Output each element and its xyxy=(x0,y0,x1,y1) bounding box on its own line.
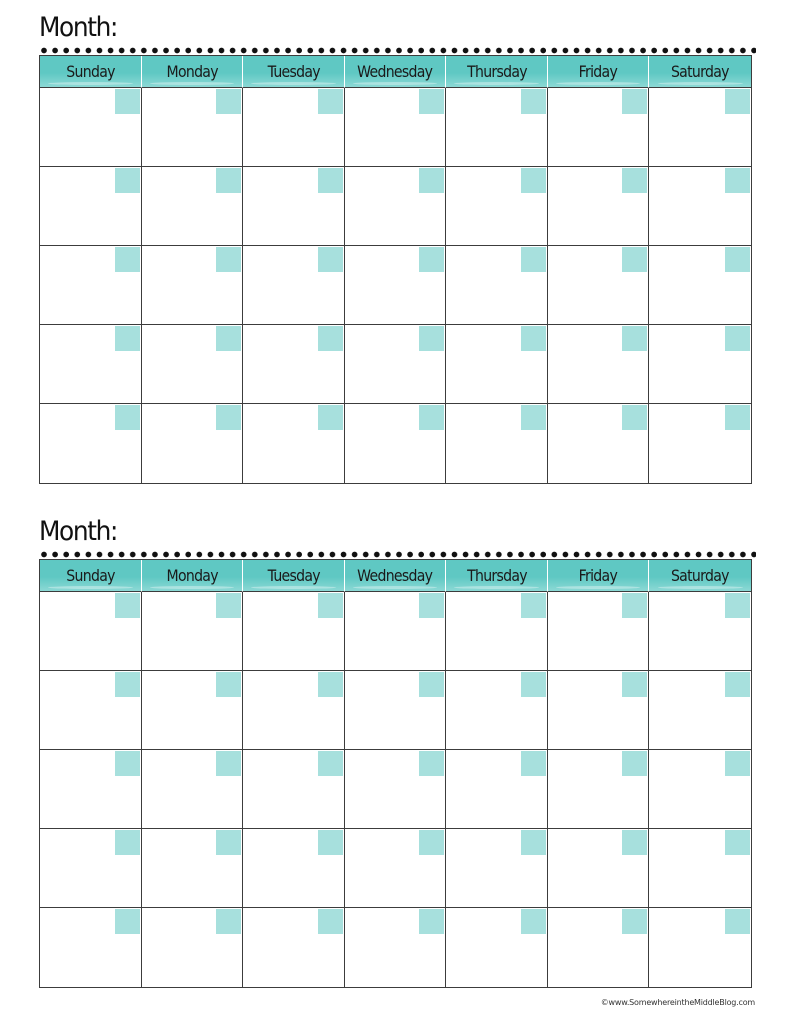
weekday-label: Wednesday xyxy=(357,62,433,81)
date-number-box[interactable] xyxy=(419,672,444,697)
date-number-box[interactable] xyxy=(725,247,750,272)
day-cell[interactable] xyxy=(142,750,244,829)
date-number-box[interactable] xyxy=(521,247,546,272)
date-number-box[interactable] xyxy=(419,830,444,855)
day-cell[interactable] xyxy=(548,167,650,246)
date-number-box[interactable] xyxy=(725,89,750,114)
weekday-header-thursday xyxy=(446,560,548,592)
day-cell[interactable] xyxy=(548,246,650,325)
date-number-box[interactable] xyxy=(115,751,140,776)
date-number-box[interactable] xyxy=(216,830,241,855)
date-number-box[interactable] xyxy=(115,909,140,934)
day-cell[interactable] xyxy=(548,325,650,404)
day-cell[interactable] xyxy=(345,829,447,908)
day-cell[interactable] xyxy=(142,671,244,750)
day-cell[interactable] xyxy=(649,829,751,908)
day-cell[interactable] xyxy=(40,592,142,671)
date-number-box[interactable] xyxy=(318,593,343,618)
date-number-box[interactable] xyxy=(521,168,546,193)
date-number-box[interactable] xyxy=(318,326,343,351)
weekday-label: Saturday xyxy=(671,566,730,585)
day-cell[interactable] xyxy=(142,325,244,404)
day-cell[interactable] xyxy=(243,750,345,829)
day-cell[interactable] xyxy=(243,829,345,908)
day-cell[interactable] xyxy=(345,246,447,325)
day-cell[interactable] xyxy=(345,750,447,829)
weekday-label: Thursday xyxy=(466,566,527,585)
weekday-header-wednesday xyxy=(345,560,447,592)
date-number-box[interactable] xyxy=(622,247,647,272)
day-cell[interactable] xyxy=(446,829,548,908)
date-number-box[interactable] xyxy=(521,326,546,351)
date-number-box[interactable] xyxy=(216,909,241,934)
weekday-header-tuesday xyxy=(243,560,345,592)
day-cell[interactable] xyxy=(548,404,650,483)
date-number-box[interactable] xyxy=(216,168,241,193)
weekday-label: Tuesday xyxy=(267,566,320,585)
day-cell[interactable] xyxy=(649,671,751,750)
day-cell[interactable] xyxy=(142,167,244,246)
weekday-header-sunday xyxy=(40,560,142,592)
date-number-box[interactable] xyxy=(622,326,647,351)
day-cell[interactable] xyxy=(345,404,447,483)
date-number-box[interactable] xyxy=(521,672,546,697)
day-cell[interactable] xyxy=(446,671,548,750)
date-number-box[interactable] xyxy=(521,909,546,934)
date-number-box[interactable] xyxy=(725,751,750,776)
weekday-label: Wednesday xyxy=(357,566,433,585)
date-number-box[interactable] xyxy=(622,751,647,776)
day-cell[interactable] xyxy=(142,88,244,167)
day-cell[interactable] xyxy=(40,246,142,325)
calendar-grid xyxy=(39,559,752,988)
day-cell[interactable] xyxy=(345,908,447,987)
date-number-box[interactable] xyxy=(725,168,750,193)
month-row xyxy=(39,516,752,559)
date-number-box[interactable] xyxy=(419,593,444,618)
day-cell[interactable] xyxy=(345,325,447,404)
day-cell[interactable] xyxy=(548,750,650,829)
day-cell[interactable] xyxy=(446,246,548,325)
calendar-top xyxy=(39,12,752,484)
weekday-header-thursday xyxy=(446,56,548,88)
date-number-box[interactable] xyxy=(115,168,140,193)
date-number-box[interactable] xyxy=(318,89,343,114)
date-number-box[interactable] xyxy=(318,405,343,430)
weekday-header-sunday xyxy=(40,56,142,88)
weekday-label: Monday xyxy=(166,566,218,585)
month-write-line[interactable] xyxy=(41,551,756,558)
day-cell[interactable] xyxy=(345,592,447,671)
date-number-box[interactable] xyxy=(419,751,444,776)
date-number-box[interactable] xyxy=(115,830,140,855)
date-number-box[interactable] xyxy=(419,909,444,934)
weekday-label: Thursday xyxy=(466,62,527,81)
date-number-box[interactable] xyxy=(318,830,343,855)
day-cell[interactable] xyxy=(446,404,548,483)
day-cell[interactable] xyxy=(649,592,751,671)
weekday-label: Sunday xyxy=(66,566,115,585)
footer-credit: ©www.SomewhereintheMiddleBlog.com xyxy=(600,998,755,1007)
date-number-box[interactable] xyxy=(521,751,546,776)
date-number-box[interactable] xyxy=(622,168,647,193)
date-number-box[interactable] xyxy=(419,326,444,351)
day-cell[interactable] xyxy=(446,750,548,829)
weekday-header-friday xyxy=(548,560,650,592)
date-number-box[interactable] xyxy=(115,672,140,697)
day-cell[interactable] xyxy=(446,167,548,246)
date-number-box[interactable] xyxy=(725,405,750,430)
date-number-box[interactable] xyxy=(115,405,140,430)
day-cell[interactable] xyxy=(649,908,751,987)
date-number-box[interactable] xyxy=(622,672,647,697)
day-cell[interactable] xyxy=(649,88,751,167)
day-cell[interactable] xyxy=(548,671,650,750)
day-cell[interactable] xyxy=(243,671,345,750)
day-cell[interactable] xyxy=(446,908,548,987)
day-cell[interactable] xyxy=(649,246,751,325)
day-cell[interactable] xyxy=(142,246,244,325)
weekday-header-wednesday xyxy=(345,56,447,88)
month-label: Month: xyxy=(39,12,117,43)
weekday-label: Friday xyxy=(578,62,618,81)
date-number-box[interactable] xyxy=(521,89,546,114)
date-number-box[interactable] xyxy=(622,830,647,855)
day-cell[interactable] xyxy=(548,829,650,908)
day-cell[interactable] xyxy=(40,750,142,829)
date-number-box[interactable] xyxy=(216,751,241,776)
month-write-line[interactable] xyxy=(41,47,756,54)
date-number-box[interactable] xyxy=(521,830,546,855)
day-cell[interactable] xyxy=(548,88,650,167)
calendar-grid xyxy=(39,55,752,484)
day-cell[interactable] xyxy=(243,325,345,404)
date-number-box[interactable] xyxy=(318,751,343,776)
day-cell[interactable] xyxy=(345,167,447,246)
day-cell[interactable] xyxy=(345,671,447,750)
month-row xyxy=(39,12,752,55)
day-cell[interactable] xyxy=(548,592,650,671)
date-number-box[interactable] xyxy=(725,326,750,351)
date-number-box[interactable] xyxy=(419,168,444,193)
date-number-box[interactable] xyxy=(521,593,546,618)
date-number-box[interactable] xyxy=(115,593,140,618)
date-number-box[interactable] xyxy=(725,909,750,934)
date-number-box[interactable] xyxy=(318,909,343,934)
day-cell[interactable] xyxy=(40,829,142,908)
weekday-label: Friday xyxy=(578,566,618,585)
day-cell[interactable] xyxy=(649,404,751,483)
date-number-box[interactable] xyxy=(216,247,241,272)
date-number-box[interactable] xyxy=(622,909,647,934)
date-number-box[interactable] xyxy=(216,672,241,697)
date-number-box[interactable] xyxy=(115,247,140,272)
date-number-box[interactable] xyxy=(622,89,647,114)
day-cell[interactable] xyxy=(142,592,244,671)
weekday-label: Tuesday xyxy=(267,62,320,81)
day-cell[interactable] xyxy=(40,671,142,750)
day-cell[interactable] xyxy=(649,325,751,404)
day-cell[interactable] xyxy=(40,325,142,404)
date-number-box[interactable] xyxy=(216,89,241,114)
day-cell[interactable] xyxy=(243,246,345,325)
date-number-box[interactable] xyxy=(318,168,343,193)
calendar-bottom xyxy=(39,516,752,988)
day-cell[interactable] xyxy=(649,750,751,829)
weekday-label: Monday xyxy=(166,62,218,81)
date-number-box[interactable] xyxy=(216,593,241,618)
date-number-box[interactable] xyxy=(318,672,343,697)
weekday-header-monday xyxy=(142,56,244,88)
day-cell[interactable] xyxy=(345,88,447,167)
date-number-box[interactable] xyxy=(725,593,750,618)
weekday-header-tuesday xyxy=(243,56,345,88)
day-cell[interactable] xyxy=(142,829,244,908)
date-number-box[interactable] xyxy=(216,326,241,351)
weekday-label: Sunday xyxy=(66,62,115,81)
day-cell[interactable] xyxy=(40,88,142,167)
day-cell[interactable] xyxy=(649,167,751,246)
day-cell[interactable] xyxy=(243,908,345,987)
date-number-box[interactable] xyxy=(419,89,444,114)
date-number-box[interactable] xyxy=(115,89,140,114)
day-cell[interactable] xyxy=(142,404,244,483)
weekday-header-saturday xyxy=(649,560,751,592)
day-cell[interactable] xyxy=(40,404,142,483)
date-number-box[interactable] xyxy=(216,405,241,430)
date-number-box[interactable] xyxy=(622,405,647,430)
day-cell[interactable] xyxy=(243,88,345,167)
day-cell[interactable] xyxy=(548,908,650,987)
date-number-box[interactable] xyxy=(725,672,750,697)
day-cell[interactable] xyxy=(40,167,142,246)
day-cell[interactable] xyxy=(446,325,548,404)
date-number-box[interactable] xyxy=(318,247,343,272)
date-number-box[interactable] xyxy=(622,593,647,618)
date-number-box[interactable] xyxy=(419,405,444,430)
weekday-header-friday xyxy=(548,56,650,88)
date-number-box[interactable] xyxy=(419,247,444,272)
month-label: Month: xyxy=(39,516,117,547)
date-number-box[interactable] xyxy=(115,326,140,351)
day-cell[interactable] xyxy=(142,908,244,987)
day-cell[interactable] xyxy=(446,88,548,167)
day-cell[interactable] xyxy=(243,592,345,671)
weekday-header-monday xyxy=(142,560,244,592)
day-cell[interactable] xyxy=(243,167,345,246)
date-number-box[interactable] xyxy=(521,405,546,430)
day-cell[interactable] xyxy=(40,908,142,987)
day-cell[interactable] xyxy=(243,404,345,483)
date-number-box[interactable] xyxy=(725,830,750,855)
day-cell[interactable] xyxy=(446,592,548,671)
weekday-header-saturday xyxy=(649,56,751,88)
weekday-label: Saturday xyxy=(671,62,730,81)
